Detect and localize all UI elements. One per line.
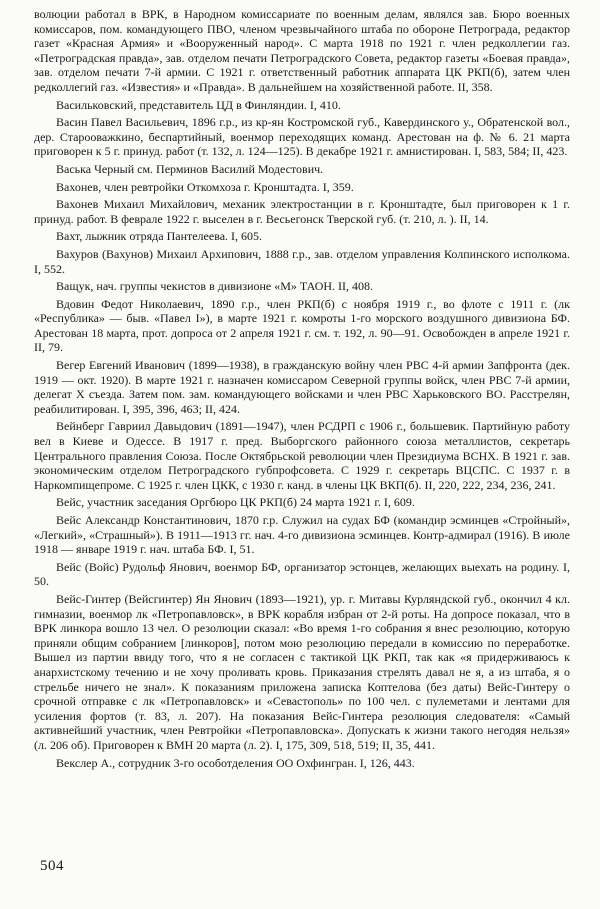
entry-vakht: Вахт, лыжник отряда Пантелеева. I, 605. (56, 229, 263, 244)
page-number: 504 (40, 858, 64, 874)
entry-veksler: Векслер А., сотрудник 3-го особотделения ОО Охфингран. I, 126, 443. (56, 755, 415, 770)
entry-veinberg: Вейнберг Гавриил Давыдович (1891—1947), член РСДРП с 1906 г., большевик. Партийную работу вел в Киеве и Одессе. В 1917 г. пред. Выборгского районного союза металлистов, секретарь Центрального правления Союза. После Октябрьской революции член Президиума ВСНХ. В 1921 г. зав. экономическим отделом Петроградского губпрофсовета. С 1929 г. секретарь ВЦСПС. С 1937 г. в Наркомпищепроме. С 1925 г. член ЦКК, с 1930 г. канд. в члены ЦК ВКП(б). II, 220, 222, 234, 236, 241. (34, 419, 570, 492)
entry-veis-rudolf: Вейс (Войс) Рудольф Янович, военмор БФ, организатор эстонцев, желающих выехать на родину. I, 50. (34, 559, 570, 589)
entry-continuation: волюции работал в ВРК, в Народном комиссариате по военным делам, являлся зав. Бюро военных комиссаров, пом. командующего ПВО, членом чрезвычайного штаба по обороне Петрограда, редактор газет «Красная Армия» и «Вооруженный народ». С марта 1918 по 1921 г. член редколлегии газ. «Петроградская правда», зав. отделом печати Петроградского Совета, редактор газеты «Боевая правда», зав. отделом печати 7-й армии. С 1921 г. ответственный работник аппарата ЦК РКП(б), затем член редколлегий газ. «Известия» и «Правда». В дальнейшем на хозяйственной работе. II, 358. (34, 7, 570, 94)
entry-veis-ginter: Вейс-Гинтер (Вейсгинтер) Ян Янович (1893—1921), ур. г. Митавы Курляндской губ., окончил 4 кл. гимназии, военмор лк «Петропавловск», в ВРК корабля избран от 2-й роты. На допросе показал, что в ВРК линкора вошло 13 чел. О резолюции сказал: «Во время 1-го собрания я внес резолюцию, которую приняли общим собранием [линкоров], потом мою резолюцию передали в комиссию по переработке. Вышел из партии ввиду того, что я не согласен с тактикой ЦК РКП, так как «я придерживаюсь к анархистскому течению и не хочу проливать кровь. Приказания стрелять давал не я, а из штаба, я о стрельбе ничего не знал». К показаниям приложена записка Коптелова (без даты) Вейс-Гинтеру о срочной отправке с лк «Петропавловск» и «Севастополь» по 100 чел. с пулеметами и лентами для усиления фортов (т. 83, л. 207). На показания Вейс-Гинтера резолюция следователя: «Самый активнейший участник, член Ревтройки «Петропавловска». Допускать к жизни такого негодяя нельзя» (л. 206 об). Приговорен к ВМН 20 марта (л. 2). I, 175, 309, 518, 519; II, 35, 441. (34, 591, 570, 752)
entry-vakhonev-mikhail: Вахонев Михаил Михайлович, механик электростанции в г. Кронштадте, был приговорен к 1 г. принуд. работ. В феврале 1922 г. выселен в г. Весьегонск Тверской губ. (т. 210, л. ). II, 14. (34, 197, 570, 226)
entry-vashchuk: Ващук, нач. группы чекистов в дивизионе «М» ТАОН. II, 408. (56, 279, 374, 294)
entry-vakhonev: Вахонев, член ревтройки Откомхоза г. Кронштадта. I, 359. (56, 179, 354, 194)
entry-vaska-cherny: Васька Черный см. Перминов Василий Модестович. (56, 161, 324, 176)
entry-vasilkovsky: Васильковский, представитель ЦД в Финляндии. I, 410. (56, 97, 341, 112)
entry-vasin: Васин Павел Васильевич, 1896 г.р., из кр-ян Костромской губ., Кавердинского у., Обратенской вол., дер. Старооважкино, беспартийный, военмор переходящих команд. Арестован на ф. № 6. 21 марта приговорен к 5 г. принуд. работ (т. 132, л. 124—125). В декабре 1921 г. амнистирован. I, 583, 584; II, 423. (34, 115, 570, 159)
entry-veger: Вегер Евгений Иванович (1899—1938), в гражданскую войну член РВС 4-й армии Запфронта (дек. 1919 — окт. 1920). В марте 1921 г. назначен комиссаром Северной группы войск, член РВС 7-й армии, делегат X съезда. Затем пом. зам. командующего войсками и член РВС Харьковского ВО. Расстрелян, реабилитирован. I, 395, 396, 463; II, 424. (34, 358, 570, 416)
entry-veis-alexander: Вейс Александр Константинович, 1870 г.р. Служил на судах БФ (командир эсминцев «Стройный», «Легкий», «Страшный»). В 1911—1913 гг. нач. 4-го дивизиона эсминцев. Контр-адмирал (1916). В июле 1918 — январе 1919 г. нач. штаба БФ. I, 51. (34, 513, 570, 557)
entry-list (34, 7, 570, 770)
entry-vdovin: Вдовин Федот Николаевич, 1890 г.р., член РКП(б) с ноября 1919 г., во флоте с 1911 г. (лк «Республика» — быв. «Павел I»), в марте 1921 г. комроты 1-го морского воздушного дивизиона БФ. Арестован 18 марта, прот. допроса от 2 апреля 1921 г. см. т. 192, л. 90—91. Освобожден в апреле 1921 г. II, 79. (34, 296, 570, 355)
entry-veis: Вейс, участник заседания Оргбюро ЦК РКП(б) 24 марта 1921 г. I, 609. (56, 495, 415, 510)
entry-vakhurov: Вахуров (Вахунов) Михаил Архипович, 1888 г.р., зав. отделом управления Колпинского исполкома. I, 552. (34, 246, 570, 276)
